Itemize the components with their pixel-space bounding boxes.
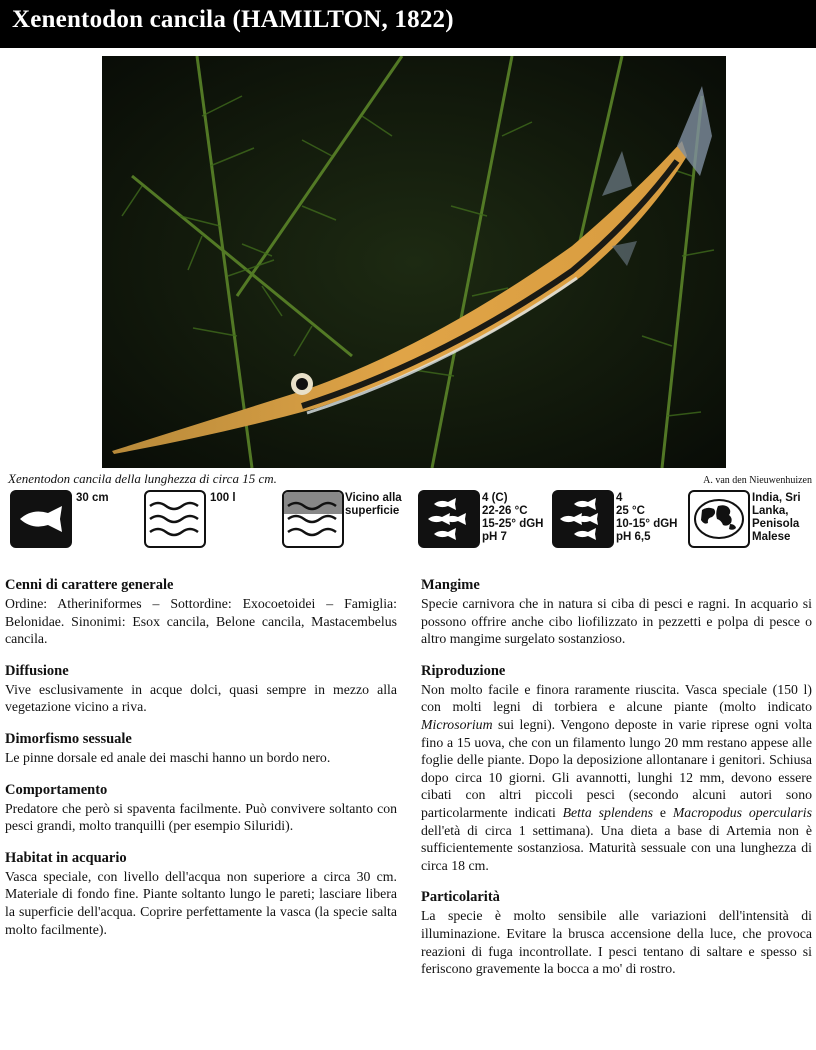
needlefish-illustration xyxy=(102,56,726,468)
species-name: Macropodus opercularis xyxy=(672,804,812,820)
section-text: Le pinne dorsale ed anale dei maschi hanno un bordo nero. xyxy=(5,749,331,765)
water-values-icon xyxy=(418,490,480,548)
section-text: Ordine: Atheriniformes – Sottordine: Exocoetoidei – Famiglia: Belonidae. Sinonimi: Esox cancila, Belone cancila, Mastacembelus cancila. xyxy=(5,596,397,647)
section-heading: Diffusione xyxy=(5,662,69,679)
world-map-icon xyxy=(688,490,750,548)
section-general xyxy=(5,576,397,648)
fish-size-icon xyxy=(10,490,72,548)
photo-credit: A. van den Nieuwenhuizen xyxy=(703,475,812,486)
text-run: e xyxy=(653,804,673,820)
species-name: Microsorium xyxy=(421,716,493,732)
section-heading: Habitat in acquario xyxy=(5,849,127,866)
breeding-water-label: 4 25 °C 10-15° dGH pH 6,5 xyxy=(616,492,678,543)
species-name: Betta splendens xyxy=(562,804,653,820)
section-feeding xyxy=(421,576,812,648)
section-behaviour xyxy=(5,781,397,835)
section-heading: Mangime xyxy=(421,577,480,593)
section-text: Specie carnivora che in natura si ciba di pesci e ragni. In acquario si possono offrire anche cibo liofilizzato in pezzetti e polpa di pesce o altro mangime surgelato sostanzioso. xyxy=(421,596,812,647)
section-habitat xyxy=(5,849,397,938)
tank-volume-label: 100 l xyxy=(210,492,236,504)
section-text: Predatore che però si spaventa facilmente. Può convivere soltanto con pesci grandi, molto tranquilli (per esempio Siluridi). xyxy=(5,800,397,834)
text-run: dell'età di circa 1 settimana). Una dieta a base di Artemia non è sufficientemente sostanziosa. Maturità sessuale con una lunghezza di circa 18 cm. xyxy=(421,822,812,873)
section-text: Vasca speciale, con livello dell'acqua non superiore a circa 30 cm. Materiale di fondo fine. Piante soltanto lungo le pareti; lasciare libera la superficie dell'acqua. Coprire perfettamente la vasca (la specie salta molto facilmente). xyxy=(5,868,397,937)
section-distribution xyxy=(5,662,397,716)
page-title: Xenentodon cancila (HAMILTON, 1822) xyxy=(12,6,454,33)
section-heading: Cenni di carattere generale xyxy=(5,577,174,593)
section-heading: Comportamento xyxy=(5,781,108,798)
section-reproduction xyxy=(421,662,812,875)
fish-size-label: 30 cm xyxy=(76,492,109,504)
breeding-water-icon xyxy=(552,490,614,548)
section-heading: Riproduzione xyxy=(421,662,506,679)
text-run: Non molto facile e finora raramente riuscita. Vasca speciale (150 l) con molti legni di torbiera e alcune piante (molto indicato xyxy=(421,681,812,715)
section-text: Vive esclusivamente in acque dolci, quasi sempre in mezzo alla vegetazione vicino a riva. xyxy=(5,681,397,715)
section-text: La specie è molto sensibile alle variazioni dell'intensità di illuminazione. Evitare la brusca accensione della luce, che provoca reazioni di fuga incontrollate. I pesci tentano di saltare e spesso si feriscono gravemente la bocca a mo' di rostro. xyxy=(421,908,812,977)
left-column xyxy=(5,576,397,952)
photo-caption: Xenentodon cancila della lunghezza di circa 15 cm. xyxy=(8,471,277,486)
swimming-zone-label: Vicino alla superficie xyxy=(345,492,402,517)
quick-facts-row xyxy=(0,486,816,566)
title-bar xyxy=(0,0,816,48)
water-values-label: 4 (C) 22-26 °C 15-25° dGH pH 7 xyxy=(482,492,544,543)
section-special xyxy=(421,888,812,977)
distribution-region-label: India, Sri Lanka, Penisola Malese xyxy=(752,492,801,543)
text-run: sui legni). Vengono deposte in varie riprese ogni volta fino a 15 uova, che con un filamento lungo 20 mm restano appese alle foglie delle piante. Dopo la deposizione allontanare i genitori. Schiusa dopo circa 10 giorni. Gli avannotti, lunghi 12 mm, devono essere cibati con altri piccoli pesci (secondo alcuni autori sono particolarmente indicati xyxy=(421,716,812,820)
section-dimorphism xyxy=(5,730,397,767)
swimming-zone-surface-icon xyxy=(282,490,344,548)
tank-volume-icon xyxy=(144,490,206,548)
fish-photo xyxy=(102,56,726,468)
right-column xyxy=(421,576,812,992)
section-heading: Particolarità xyxy=(421,889,500,906)
section-heading: Dimorfismo sessuale xyxy=(5,730,132,747)
section-text xyxy=(421,681,812,875)
